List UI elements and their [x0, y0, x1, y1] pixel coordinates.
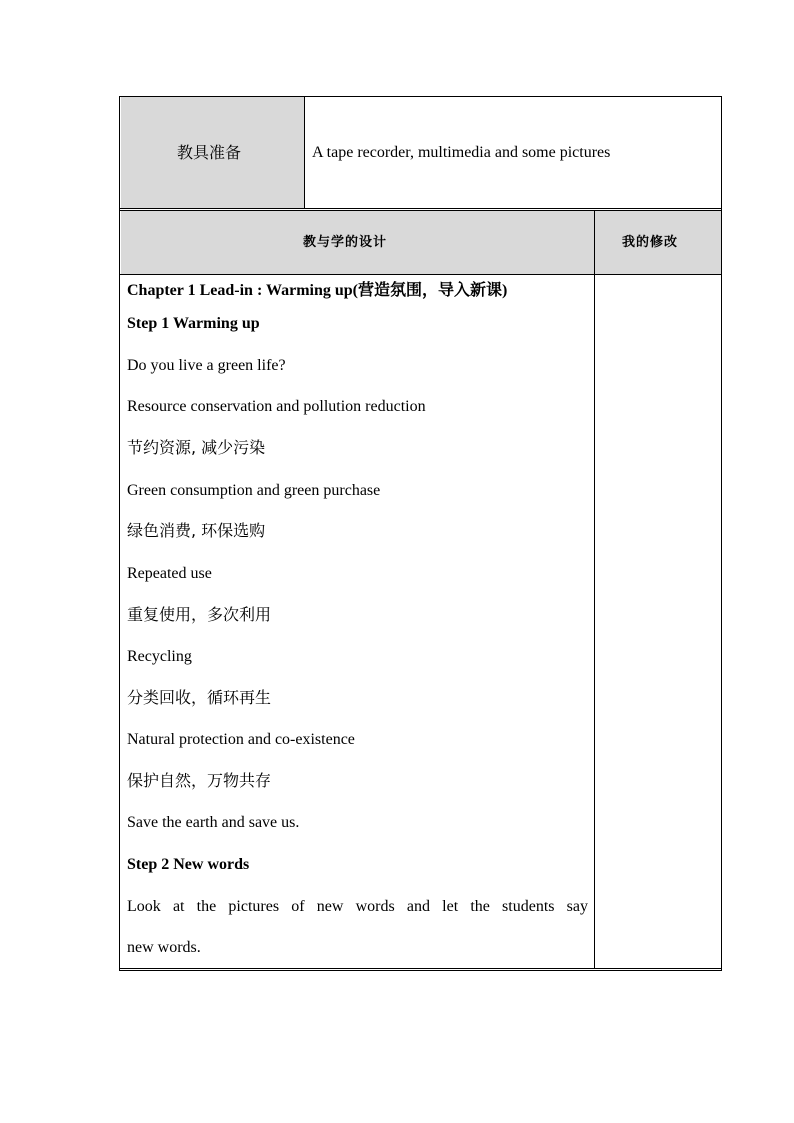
row1-divider [304, 96, 305, 209]
teaching-aids-value: A tape recorder, multimedia and some pictures [312, 144, 611, 161]
table-border-left [119, 96, 120, 971]
table-border-bottom [119, 968, 722, 969]
step1-heading: Step 1 Warming up [127, 315, 260, 332]
body-line-natural-protection: Natural protection and co-existence [127, 731, 355, 748]
table-border-top [119, 96, 722, 97]
body-line-cn-save-resources: 节约资源, 减少污染 [127, 438, 266, 457]
table-border-right [721, 96, 722, 971]
body-line-cn-recycling: 分类回收，循环再生 [127, 688, 272, 707]
header-bottom-border [119, 274, 722, 275]
body-line-save-earth: Save the earth and save us. [127, 814, 300, 831]
body-line-cn-repeated-use: 重复使用，多次利用 [127, 605, 272, 624]
new-words-paragraph-line2: new words. [127, 939, 201, 956]
body-line-green-consumption: Green consumption and green purchase [127, 482, 381, 499]
chapter-heading: Chapter 1 Lead-in : Warming up(营造氛围，导入新课) [127, 282, 508, 299]
table-border-bottom-double [119, 970, 722, 971]
body-line-repeated-use: Repeated use [127, 565, 212, 582]
row1-bottom-border-double [119, 210, 722, 211]
body-line-cn-natural-protection: 保护自然，万物共存 [127, 771, 272, 790]
column-divider [594, 210, 595, 969]
teaching-aids-label: 教具准备 [177, 143, 242, 162]
body-line-cn-green-purchase: 绿色消费, 环保选购 [127, 521, 266, 540]
new-words-paragraph-line1: Look at the pictures of new words and let the students say [127, 898, 588, 915]
body-line-recycling: Recycling [127, 648, 192, 665]
body-line-resource-conservation: Resource conservation and pollution reduction [127, 398, 426, 415]
body-line-green-life: Do you live a green life? [127, 357, 286, 374]
design-column-header: 教与学的设计 [303, 235, 388, 250]
revision-column-header: 我的修改 [622, 235, 679, 250]
step2-heading: Step 2 New words [127, 856, 250, 873]
row1-bottom-border [119, 208, 722, 209]
